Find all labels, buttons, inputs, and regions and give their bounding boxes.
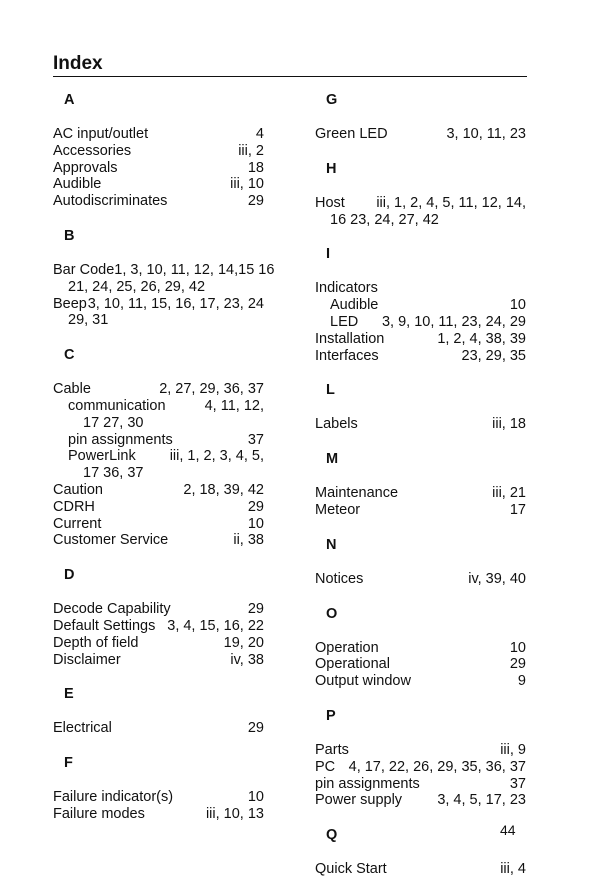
entry-pages: 3, 4, 5, 17, 23: [437, 792, 526, 809]
index-entry: [315, 502, 526, 519]
entry-term: Quick Start: [315, 861, 387, 878]
entry-pages: 1, 3, 10, 11, 12, 14,15 16: [114, 261, 275, 278]
entry-term: Depth of field: [53, 634, 139, 651]
index-section-c: [53, 347, 264, 549]
index-column-left: [53, 92, 275, 841]
entry-pages: iii, 10: [230, 176, 264, 193]
entry-pages-continued: 17 27, 30: [83, 414, 144, 431]
page-number: 44: [500, 822, 516, 838]
entry-pages: 18: [247, 159, 264, 176]
entry-pages-continued: 21, 24, 25, 26, 29, 42: [68, 278, 206, 295]
entry-pages: 29: [247, 720, 264, 737]
entry-term: Output window: [315, 673, 411, 690]
entry-pages: 3, 9, 10, 11, 23, 24, 29: [381, 313, 526, 330]
entry-term: Indicators: [315, 280, 378, 297]
entry-term: LED: [330, 313, 359, 330]
entry-term: pin assignments: [68, 431, 173, 448]
index-entry: [315, 656, 526, 673]
section-letter: I: [326, 246, 331, 263]
entry-term: Host: [315, 194, 345, 211]
entry-term: Audible: [330, 297, 379, 314]
entry-pages: iv, 38: [230, 651, 264, 668]
section-letter: B: [64, 227, 75, 244]
entry-pages: 9: [517, 673, 526, 690]
entry-pages: 2, 27, 29, 36, 37: [159, 381, 264, 398]
index-entry: [53, 652, 264, 669]
entry-term: Bar Code: [53, 261, 115, 278]
index-entry: [315, 673, 526, 690]
index-section-l: [315, 382, 526, 433]
index-entry: [53, 143, 264, 160]
entry-pages: 4, 17, 22, 26, 29, 35, 36, 37: [348, 758, 526, 775]
entry-term: Installation: [315, 330, 385, 347]
entry-pages: ii, 38: [233, 532, 264, 549]
index-section-b: [53, 227, 275, 329]
index-subentry: [53, 448, 264, 482]
index-entry: [53, 482, 264, 499]
entry-pages: iii, 18: [492, 416, 526, 433]
index-entry: [53, 806, 264, 823]
index-entry: [53, 381, 264, 398]
entry-term: PC: [315, 758, 336, 775]
index-entry: [315, 195, 526, 229]
index-entry: [53, 720, 264, 737]
entry-pages: 10: [509, 639, 526, 656]
index-section-o: [315, 606, 526, 690]
index-subentry: [315, 314, 526, 331]
entry-term: Notices: [315, 570, 364, 587]
entry-term: Labels: [315, 416, 358, 433]
entry-term: Cable: [53, 381, 91, 398]
entry-term: Default Settings: [53, 617, 156, 634]
entry-term: Maintenance: [315, 485, 399, 502]
index-section-p: [315, 708, 526, 809]
entry-term: Current: [53, 515, 102, 532]
entry-term: AC input/outlet: [53, 126, 149, 142]
entry-pages: 1, 2, 4, 38, 39: [437, 330, 526, 347]
index-entry: [53, 126, 264, 143]
entry-term: communication: [68, 397, 166, 414]
index-section-d: [53, 567, 264, 668]
entry-term: Failure modes: [53, 805, 145, 822]
index-entry: [53, 176, 264, 193]
entry-pages: iii, 9: [500, 741, 526, 758]
entry-pages: 29: [247, 601, 264, 618]
index-entry: [53, 193, 264, 210]
section-letter: C: [64, 347, 75, 364]
index-section-a: [53, 92, 264, 210]
entry-pages: 17: [509, 501, 526, 518]
entry-pages: 10: [509, 297, 526, 314]
entry-term: PowerLink: [68, 448, 136, 465]
index-entry: [53, 516, 264, 533]
section-letter: A: [64, 92, 75, 108]
index-entry: [53, 635, 264, 652]
entry-pages: 23, 29, 35: [461, 347, 526, 364]
entry-pages: 29: [247, 498, 264, 515]
section-letter: F: [64, 755, 73, 772]
entry-pages: 3, 10, 11, 15, 16, 17, 23, 24: [87, 295, 264, 312]
section-letter: L: [326, 382, 335, 399]
index-section-e: [53, 686, 264, 737]
entry-term: Autodiscriminates: [53, 193, 168, 210]
entry-pages-continued: 29, 31: [68, 312, 109, 329]
entry-term: Power supply: [315, 792, 403, 809]
index-entry: [53, 532, 264, 549]
entry-term: Meteor: [315, 501, 361, 518]
entry-pages: iii, 1, 2, 3, 4, 5,: [169, 448, 264, 465]
entry-term: Customer Service: [53, 532, 169, 549]
entry-term: Failure indicator(s): [53, 789, 174, 806]
index-entry: [315, 571, 526, 588]
entry-term: Operation: [315, 639, 379, 656]
entry-pages: iii, 2: [238, 142, 264, 159]
index-entry: [315, 126, 526, 143]
entry-term: Operational: [315, 656, 390, 673]
index-entry: [315, 331, 526, 348]
entry-term: CDRH: [53, 498, 95, 515]
entry-pages: 37: [509, 775, 526, 792]
index-entry: [315, 742, 526, 759]
index-section-h: [315, 161, 526, 229]
index-entry: [53, 789, 264, 806]
entry-pages: 4: [255, 126, 264, 142]
section-letter: N: [326, 536, 337, 553]
entry-term: Audible: [53, 176, 102, 193]
section-letter: M: [326, 451, 339, 468]
page-title: Index: [53, 53, 527, 77]
index-entry: [315, 485, 526, 502]
index-column-right: [315, 92, 526, 896]
index-entry: [315, 861, 526, 878]
index-section-g: [315, 92, 526, 143]
entry-term: Caution: [53, 481, 103, 498]
index-subentry: [53, 398, 264, 432]
index-entry: [53, 618, 264, 635]
entry-pages: 3, 10, 11, 23: [446, 126, 526, 142]
index-entry: [315, 792, 526, 809]
index-section-m: [315, 451, 526, 519]
index-section-i: [315, 246, 526, 364]
entry-pages: 37: [247, 431, 264, 448]
section-letter: H: [326, 160, 337, 177]
entry-pages-continued: 17 36, 37: [83, 465, 144, 482]
entry-pages-continued: 16 23, 24, 27, 42: [330, 211, 439, 228]
section-letter: P: [326, 707, 336, 724]
entry-term: Beep: [53, 295, 87, 312]
entry-term: pin assignments: [315, 775, 420, 792]
entry-pages: 10: [247, 789, 264, 806]
index-entry: [315, 348, 526, 365]
section-letter: G: [326, 92, 338, 108]
entry-pages: 29: [247, 193, 264, 210]
entry-term: Approvals: [53, 159, 118, 176]
index-entry: [315, 759, 526, 776]
entry-pages: 3, 4, 15, 16, 22: [167, 617, 264, 634]
index-section-f: [53, 755, 264, 823]
section-letter: Q: [326, 827, 338, 844]
section-letter: O: [326, 605, 338, 622]
entry-pages: iii, 21: [492, 485, 526, 502]
entry-pages: iii, 4: [500, 861, 526, 878]
entry-pages: 4, 11, 12,: [204, 397, 264, 414]
index-section-q: [315, 827, 526, 878]
entry-pages: 10: [247, 515, 264, 532]
index-entry: [53, 261, 275, 296]
index-entry: [315, 416, 526, 433]
index-entry: [315, 280, 526, 297]
entry-pages: 19, 20: [223, 634, 264, 651]
index-subentry: [315, 297, 526, 314]
entry-pages: iv, 39, 40: [468, 570, 526, 587]
index-entry: [53, 499, 264, 516]
entry-pages: 2, 18, 39, 42: [183, 481, 264, 498]
entry-term: Interfaces: [315, 347, 379, 364]
entry-term: Accessories: [53, 142, 132, 159]
entry-term: Parts: [315, 741, 349, 758]
entry-pages: 29: [509, 656, 526, 673]
entry-pages: iii, 1, 2, 4, 5, 11, 12, 14,: [376, 194, 526, 211]
index-entry: [315, 776, 526, 793]
entry-pages: iii, 10, 13: [205, 805, 264, 822]
entry-term: Green LED: [315, 126, 388, 142]
index-subentry: [53, 432, 264, 449]
index-entry: [53, 601, 264, 618]
entry-term: Disclaimer: [53, 651, 121, 668]
index-entry: [315, 640, 526, 657]
section-letter: D: [64, 567, 75, 584]
index-entry: [53, 160, 264, 177]
index-section-n: [315, 537, 526, 588]
entry-term: Decode Capability: [53, 601, 171, 618]
section-letter: E: [64, 686, 74, 703]
entry-term: Electrical: [53, 720, 112, 737]
index-entry: [53, 296, 264, 330]
